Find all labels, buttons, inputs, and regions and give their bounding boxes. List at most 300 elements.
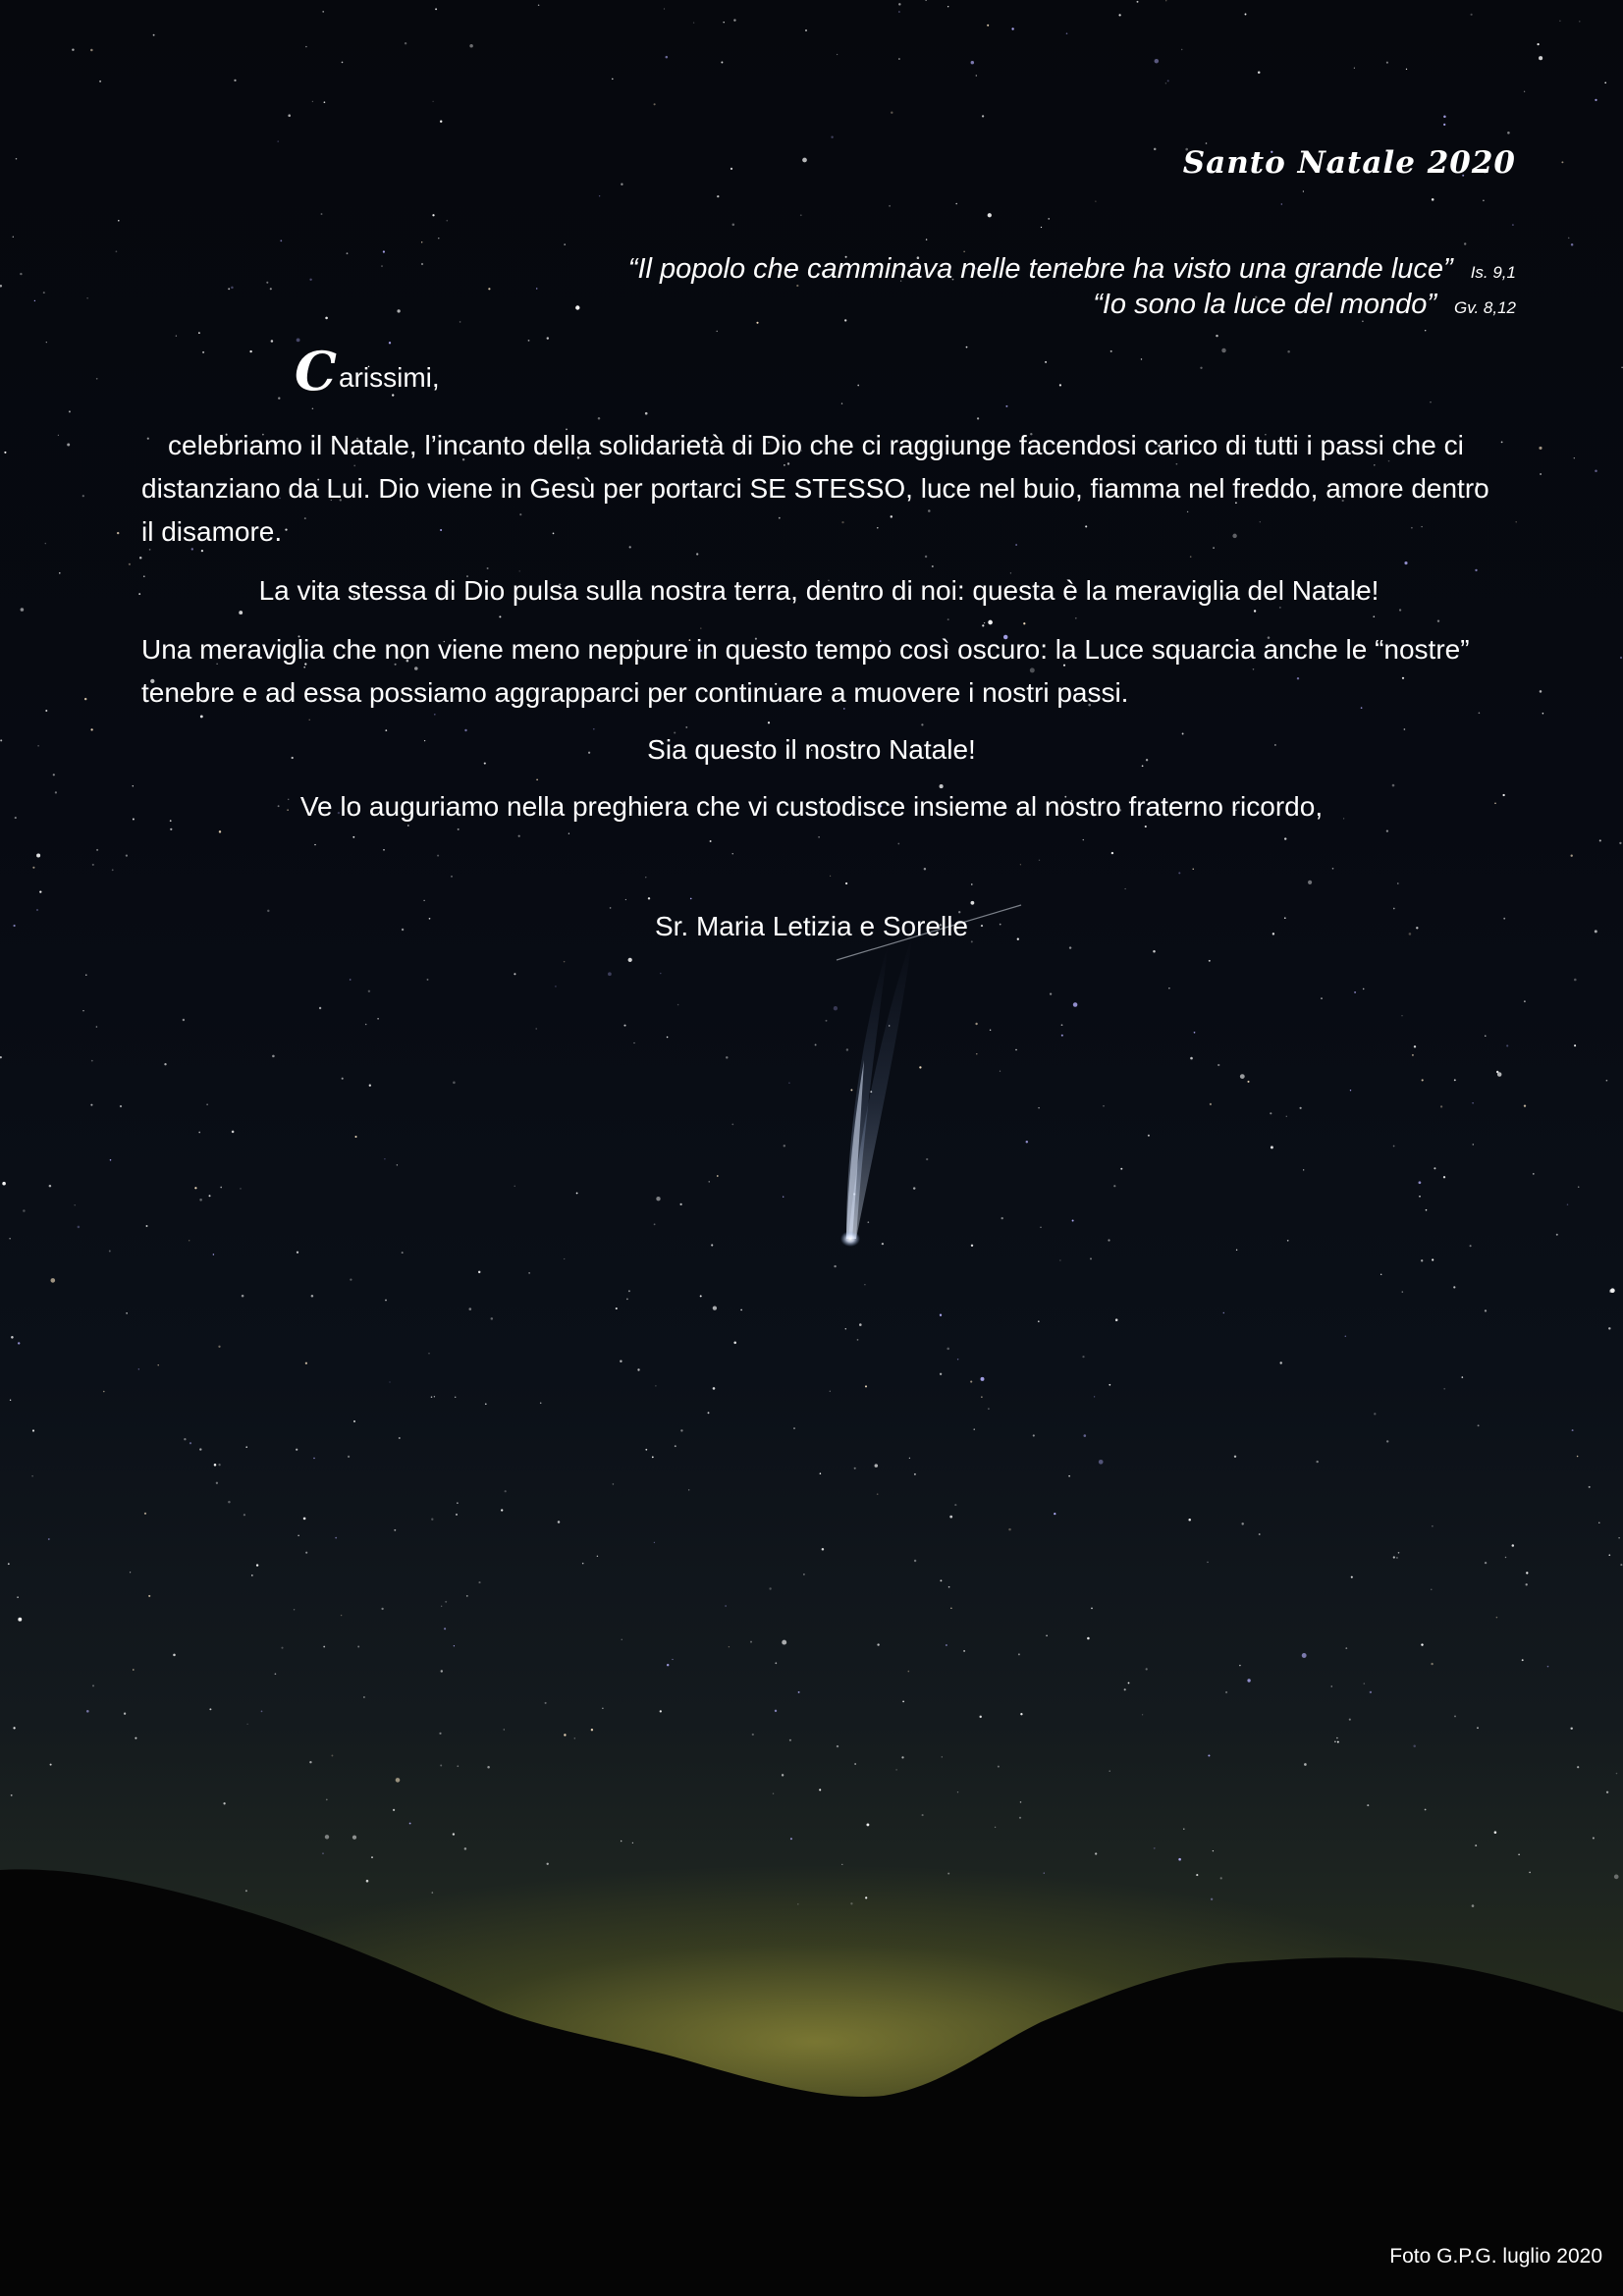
star: [1401, 1015, 1402, 1016]
star: [1432, 198, 1434, 201]
star: [1443, 1388, 1445, 1390]
star: [1542, 713, 1544, 715]
star: [92, 864, 94, 866]
star: [1239, 1665, 1240, 1666]
star: [0, 1056, 2, 1058]
paragraph: celebriamo il Natale, l’incanto della solidarietà di Dio che ci raggiunge facendosi carico di tutti i passi che ci distanziano da Lui. Dio viene in Gesù per portarci SE STESSO, luce nel buio, fiamma nel freddo, amore dentro il disamore.: [141, 430, 1489, 547]
star: [1567, 1203, 1568, 1204]
star: [90, 1104, 92, 1106]
star: [628, 958, 632, 962]
star: [183, 1019, 185, 1021]
star: [730, 168, 732, 170]
star: [940, 784, 944, 788]
star: [50, 1278, 55, 1283]
star: [680, 1429, 682, 1431]
signature: Sr. Maria Letizia e Sorelle: [654, 911, 969, 941]
star: [148, 1595, 150, 1597]
star: [1526, 1583, 1528, 1585]
star: [995, 1827, 996, 1828]
star: [124, 1713, 126, 1715]
star: [1041, 227, 1042, 228]
star: [305, 1362, 307, 1364]
star: [713, 1306, 717, 1309]
star: [350, 1278, 352, 1280]
star: [1038, 1107, 1040, 1109]
star: [1095, 200, 1096, 201]
star: [797, 1903, 798, 1904]
star: [1337, 1741, 1339, 1743]
star: [438, 238, 439, 239]
star: [1494, 1831, 1497, 1834]
star: [421, 263, 423, 265]
star: [1443, 1176, 1445, 1178]
star: [1404, 561, 1407, 564]
star: [877, 1643, 879, 1645]
star: [112, 869, 114, 871]
star: [294, 1609, 295, 1610]
star: [1183, 1829, 1184, 1830]
star: [818, 836, 820, 838]
star: [1279, 1362, 1281, 1363]
star: [126, 855, 128, 857]
star: [637, 1368, 639, 1370]
star: [1234, 1456, 1236, 1458]
star: [383, 250, 385, 252]
star: [564, 243, 566, 245]
star: [575, 305, 579, 309]
star: [1579, 21, 1580, 22]
star: [342, 62, 344, 64]
star: [103, 1391, 105, 1393]
star: [1001, 1217, 1003, 1219]
star: [628, 1290, 630, 1292]
star: [1354, 991, 1356, 993]
star: [1046, 1634, 1048, 1636]
star: [898, 58, 900, 60]
star: [99, 80, 101, 82]
star: [363, 1696, 365, 1698]
star: [397, 1164, 398, 1165]
star: [802, 158, 807, 163]
star: [464, 729, 466, 731]
star: [902, 1700, 904, 1702]
star: [576, 1193, 578, 1195]
star: [1572, 1429, 1574, 1431]
star: [1200, 367, 1202, 369]
star: [733, 1342, 736, 1345]
star: [1209, 960, 1211, 962]
star: [602, 1708, 603, 1709]
star: [1453, 1286, 1455, 1288]
star: [1485, 1309, 1487, 1311]
star: [1574, 457, 1575, 458]
star: [1515, 521, 1516, 522]
star: [621, 1841, 622, 1842]
star: [1393, 1556, 1395, 1558]
star: [164, 1063, 166, 1065]
star: [504, 1729, 505, 1730]
star: [1044, 1872, 1045, 1873]
star: [1571, 855, 1573, 857]
star: [942, 1756, 943, 1757]
star: [582, 1563, 584, 1565]
star: [1040, 1227, 1041, 1228]
star: [1190, 556, 1192, 558]
star: [432, 214, 434, 216]
star: [555, 986, 557, 988]
star: [1287, 1240, 1289, 1242]
star: [1206, 142, 1208, 144]
star: [144, 1513, 146, 1515]
star: [1083, 839, 1084, 840]
star: [845, 1328, 846, 1329]
star: [708, 1412, 710, 1414]
star: [135, 1737, 136, 1739]
star: [857, 385, 859, 387]
star: [1120, 1168, 1122, 1170]
star: [266, 282, 268, 284]
star: [875, 1464, 879, 1468]
paragraph: La vita stessa di Dio pulsa sulla nostra terra, dentro di noi: questa è la meraviglia del Natale!: [258, 575, 1380, 606]
star: [1155, 59, 1160, 63]
star: [1431, 1589, 1432, 1590]
star: [214, 1464, 217, 1467]
star: [672, 1659, 673, 1660]
star: [1496, 1617, 1498, 1619]
star: [86, 297, 87, 298]
star: [1425, 330, 1426, 331]
star: [947, 1348, 949, 1351]
star: [717, 195, 719, 197]
star: [312, 101, 313, 102]
star: [645, 1449, 647, 1451]
star: [775, 1662, 777, 1664]
star: [1061, 1035, 1063, 1037]
star: [75, 1204, 76, 1205]
star: [998, 1766, 1000, 1768]
star: [170, 828, 172, 830]
star: [1207, 1562, 1209, 1564]
star: [822, 1548, 825, 1551]
star: [966, 347, 968, 348]
star: [919, 1066, 921, 1068]
star: [275, 1673, 277, 1675]
star: [834, 1006, 838, 1010]
star: [1529, 1872, 1531, 1874]
star: [321, 213, 323, 215]
star: [1247, 1081, 1249, 1083]
star: [667, 1037, 669, 1039]
star: [1181, 49, 1182, 50]
star: [464, 1847, 467, 1850]
star: [1393, 908, 1395, 910]
quote-text: “Il popolo che camminava nelle tenebre ha visto una grande luce”: [627, 253, 1453, 285]
star: [469, 1308, 472, 1310]
star: [194, 1187, 196, 1189]
star: [700, 1295, 702, 1297]
star: [245, 1890, 247, 1892]
star: [620, 1361, 622, 1362]
star: [1236, 1250, 1237, 1251]
star: [921, 723, 923, 725]
star: [335, 1537, 337, 1539]
star: [118, 220, 120, 222]
star: [558, 1521, 561, 1523]
star: [305, 46, 306, 47]
star: [690, 898, 692, 900]
star: [1501, 442, 1503, 444]
star: [383, 849, 385, 851]
star: [458, 828, 460, 830]
star: [69, 410, 71, 412]
star: [1240, 1074, 1245, 1079]
star: [831, 135, 833, 137]
star: [782, 1774, 784, 1776]
star: [158, 1364, 159, 1365]
star: [1616, 1773, 1617, 1774]
star: [897, 843, 899, 845]
star: [846, 1048, 848, 1050]
star: [982, 115, 984, 117]
star: [218, 1464, 220, 1466]
star: [859, 1323, 862, 1326]
star: [528, 340, 530, 342]
star: [857, 1339, 859, 1341]
star: [439, 1733, 441, 1735]
star: [773, 1792, 774, 1793]
star: [616, 1308, 618, 1309]
star: [16, 158, 18, 160]
star: [1075, 617, 1077, 619]
star: [1208, 1754, 1210, 1756]
star: [514, 973, 515, 975]
star: [1524, 91, 1525, 92]
star: [460, 321, 461, 323]
star: [834, 1265, 836, 1267]
star: [53, 774, 55, 775]
star: [574, 1737, 576, 1739]
greeting-text: arissimi,: [338, 362, 440, 393]
star: [213, 1254, 214, 1255]
star: [830, 876, 831, 877]
star: [1512, 1544, 1515, 1547]
star: [954, 1504, 956, 1506]
star: [1404, 728, 1406, 730]
star: [1432, 1258, 1434, 1260]
star: [1023, 622, 1025, 624]
star: [1304, 1763, 1307, 1766]
star: [198, 332, 200, 334]
paragraph: Sia questo il nostro Natale!: [647, 734, 976, 765]
star: [451, 876, 452, 877]
star: [1618, 1537, 1619, 1538]
star: [1225, 1691, 1227, 1693]
letter-title: Santo Natale 2020: [1182, 145, 1516, 181]
star: [667, 1664, 669, 1666]
star: [280, 240, 282, 241]
star: [199, 1448, 201, 1450]
star: [901, 1756, 903, 1758]
star: [914, 1560, 916, 1562]
star: [1124, 888, 1125, 889]
star: [1270, 1112, 1271, 1114]
star: [971, 1245, 973, 1247]
star: [1396, 1557, 1398, 1559]
star: [591, 1729, 593, 1731]
star: [1090, 1257, 1092, 1259]
star: [645, 412, 648, 415]
star: [1539, 56, 1542, 60]
star: [895, 1769, 897, 1771]
star: [790, 1838, 792, 1840]
star: [455, 1397, 456, 1398]
star: [1020, 1713, 1022, 1715]
star: [435, 8, 437, 10]
star: [621, 184, 622, 186]
star: [454, 1645, 455, 1646]
star: [324, 101, 326, 103]
star: [478, 1271, 480, 1273]
star: [58, 435, 59, 436]
scripture-quote: [628, 253, 1516, 286]
star: [478, 1581, 480, 1583]
star: [385, 1300, 387, 1302]
star: [402, 1252, 404, 1254]
star: [1547, 1666, 1549, 1668]
drop-cap: C: [295, 340, 337, 402]
star: [949, 1516, 952, 1519]
star: [1373, 615, 1375, 617]
star: [1606, 1791, 1608, 1793]
star: [1421, 1259, 1423, 1261]
star: [499, 615, 501, 617]
star: [882, 1243, 884, 1245]
star: [709, 1181, 710, 1182]
star: [331, 1755, 333, 1757]
star: [246, 1724, 247, 1725]
star: [466, 1595, 468, 1597]
star: [664, 8, 665, 9]
star: [322, 1852, 324, 1854]
star: [126, 1312, 127, 1313]
star: [350, 979, 352, 981]
star: [633, 1042, 634, 1043]
star: [688, 1489, 689, 1490]
star: [21, 608, 25, 612]
star: [598, 417, 601, 420]
star: [1599, 839, 1601, 841]
star: [1539, 447, 1542, 450]
star: [677, 1004, 679, 1006]
star: [877, 1493, 879, 1495]
star: [987, 25, 989, 27]
star: [389, 1381, 390, 1382]
star: [593, 728, 595, 730]
star: [924, 868, 926, 870]
star: [384, 1158, 385, 1159]
star: [365, 1024, 367, 1026]
star: [648, 897, 650, 899]
star: [660, 1710, 662, 1712]
star: [1054, 1513, 1055, 1515]
star: [1148, 1135, 1150, 1137]
star: [645, 877, 646, 878]
star: [23, 1209, 26, 1212]
star: [249, 350, 251, 352]
star: [303, 1518, 306, 1521]
star: [82, 1010, 83, 1011]
star: [1518, 1854, 1520, 1856]
star: [1331, 1685, 1332, 1686]
star: [740, 1309, 742, 1311]
star: [261, 1711, 263, 1713]
star: [485, 1403, 487, 1405]
star: [206, 1104, 207, 1105]
star: [865, 1385, 867, 1387]
star: [974, 1428, 975, 1429]
star: [396, 1778, 401, 1783]
star: [1413, 1745, 1416, 1748]
paragraph: Ve lo auguriamo nella preghiera che vi custodisce insieme al nostro fraterno ricordo,: [299, 791, 1324, 822]
star: [685, 726, 687, 728]
star: [1345, 1647, 1347, 1649]
star: [1507, 132, 1510, 134]
star: [1005, 405, 1007, 407]
star: [564, 961, 566, 963]
star: [457, 1502, 459, 1504]
star: [1211, 1898, 1213, 1900]
star: [711, 1244, 713, 1246]
star: [341, 1615, 342, 1616]
star: [850, 1902, 852, 1904]
star: [1419, 1181, 1422, 1184]
star: [84, 698, 86, 700]
star: [1577, 1766, 1579, 1768]
star: [660, 973, 661, 974]
star: [117, 532, 119, 534]
star: [971, 61, 974, 64]
star: [218, 1346, 220, 1348]
star: [926, 1158, 928, 1160]
star: [909, 1458, 910, 1459]
star: [1473, 1144, 1475, 1146]
star: [1103, 1105, 1104, 1106]
star: [1398, 1552, 1400, 1554]
star: [955, 203, 957, 205]
star: [325, 1835, 329, 1839]
paragraph: Una meraviglia che non viene meno neppure in questo tempo così oscuro: la Luce squarcia anche le “nostre” tenebre e ad essa possiamo aggrapparci per continuare a muovere i nostri passi.: [141, 634, 1470, 708]
star: [1524, 1104, 1526, 1106]
star: [1165, 0, 1166, 1]
star: [43, 292, 45, 294]
star: [432, 1892, 434, 1894]
star: [1154, 1847, 1156, 1849]
star: [756, 322, 758, 324]
star: [281, 1647, 283, 1649]
star: [947, 618, 949, 620]
star: [202, 351, 204, 353]
star: [85, 975, 86, 976]
star: [1620, 657, 1622, 659]
star: [1367, 1804, 1369, 1806]
star: [308, 720, 309, 721]
star: [184, 1438, 186, 1440]
star: [34, 300, 35, 301]
star: [769, 1587, 771, 1589]
star: [623, 1025, 625, 1027]
star: [729, 1646, 730, 1647]
star: [693, 22, 694, 23]
